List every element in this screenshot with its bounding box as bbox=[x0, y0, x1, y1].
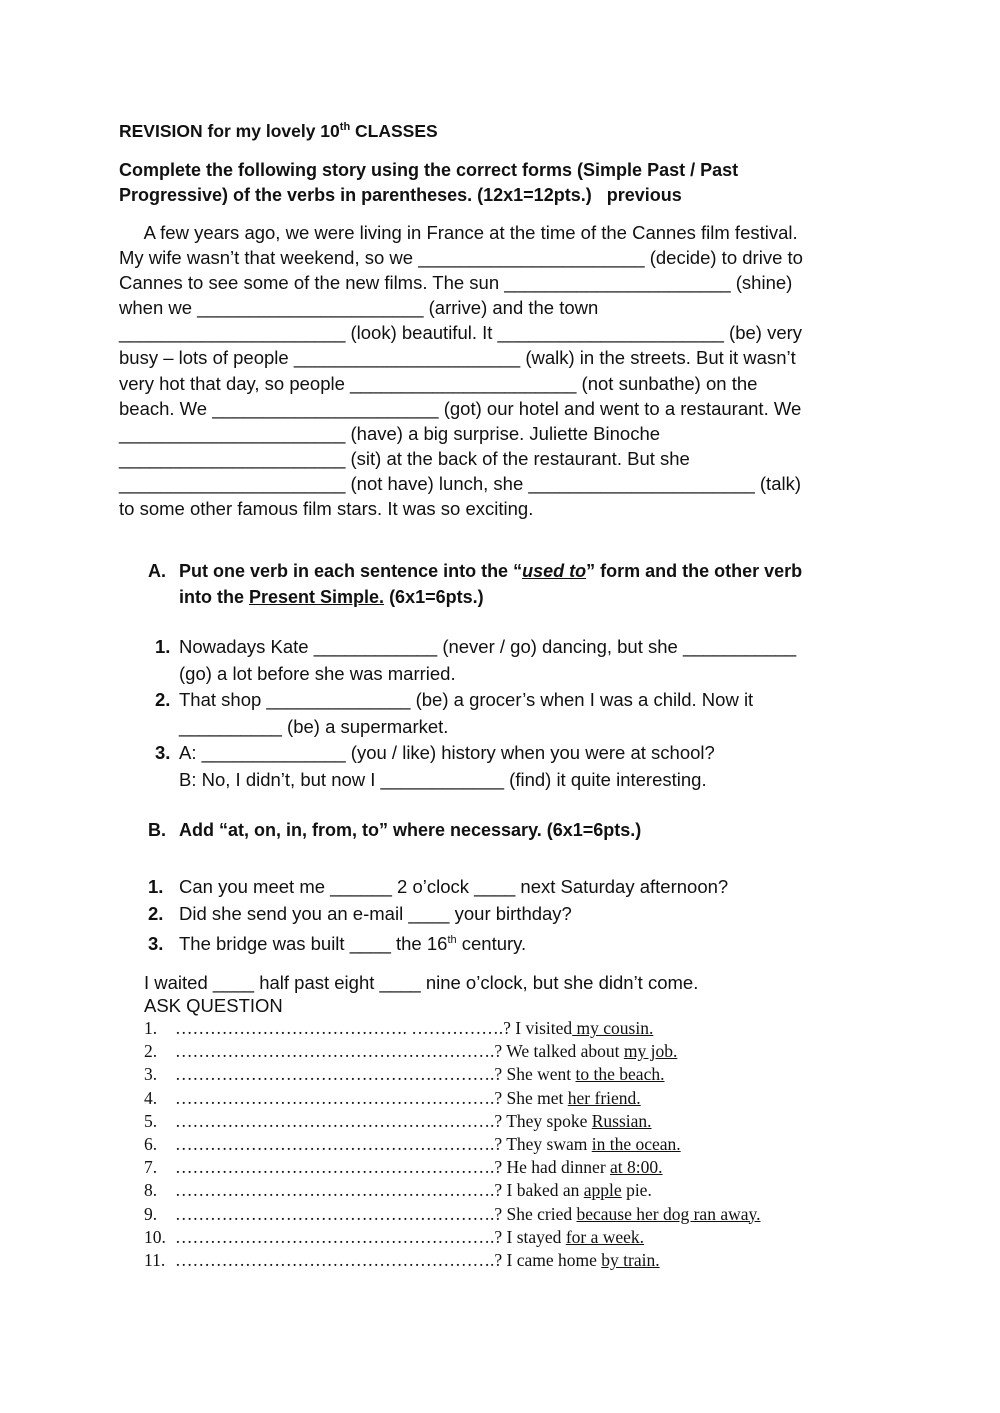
question-row bbox=[144, 1203, 760, 1226]
answer-prefix: ? I baked an bbox=[494, 1180, 584, 1201]
story-line: very hot that day, so people ______________________ (not sunbathe) on the bbox=[119, 372, 758, 394]
section-b-text: Add “at, on, in, from, to” where necessary. (6x1=6pts.) bbox=[179, 820, 642, 840]
underlined-target: her friend. bbox=[567, 1087, 641, 1108]
question-number: 11. bbox=[144, 1250, 166, 1271]
question-number: 5. bbox=[144, 1110, 158, 1131]
item-number: 3. bbox=[148, 933, 164, 955]
question-number: 7. bbox=[144, 1157, 158, 1178]
ask-question-list bbox=[144, 1017, 760, 1272]
answer-prefix: ? I came home bbox=[494, 1250, 602, 1271]
question-number: 2. bbox=[144, 1041, 158, 1062]
list-item bbox=[148, 873, 728, 900]
list-item bbox=[155, 687, 796, 714]
question-number: 10. bbox=[144, 1226, 166, 1247]
question-number: 9. bbox=[144, 1203, 158, 1224]
underlined-target: Russian. bbox=[591, 1110, 652, 1131]
list-item bbox=[155, 740, 796, 767]
section-a-line2-before: into the bbox=[179, 587, 249, 607]
answer-dots: ………………………………………………. bbox=[175, 1203, 495, 1224]
item-text-tail: century. bbox=[456, 933, 527, 955]
answer-dots: ………………………………………………. bbox=[175, 1180, 495, 1201]
story-line: My wife wasn’t that weekend, so we ______________________ (decide) to drive to bbox=[119, 247, 803, 269]
answer-prefix: ? She cried bbox=[494, 1203, 577, 1224]
underlined-target: my cousin. bbox=[572, 1018, 654, 1038]
question-row bbox=[144, 1087, 760, 1110]
answer-prefix: ? We talked about bbox=[494, 1041, 624, 1062]
section-a-text-middle: ” form and the other verb bbox=[586, 561, 803, 581]
answer-prefix: ? They swam bbox=[494, 1134, 592, 1155]
used-to-emphasis: used to bbox=[522, 561, 587, 581]
worksheet-title bbox=[119, 121, 438, 142]
answer-dots: ………………………………………………. bbox=[175, 1041, 495, 1062]
question-number: 8. bbox=[144, 1180, 158, 1201]
question-row bbox=[144, 1156, 760, 1179]
question-row bbox=[144, 1017, 760, 1040]
underlined-target: to the beach. bbox=[575, 1064, 665, 1085]
section-a-points: (6x1=6pts.) bbox=[384, 587, 484, 607]
item-text: (go) a lot before she was married. bbox=[179, 662, 456, 684]
item-text: A: ______________ (you / like) history when you were at school? bbox=[179, 742, 715, 763]
title-superscript: th bbox=[339, 121, 351, 134]
ask-question-heading: ASK QUESTION bbox=[144, 995, 283, 1016]
present-simple-emphasis: Present Simple. bbox=[249, 587, 385, 607]
item-number: 1. bbox=[148, 876, 164, 897]
item-number: 1. bbox=[155, 636, 171, 657]
answer-dots: ………………………………………………. bbox=[175, 1250, 495, 1271]
underlined-target: apple bbox=[583, 1180, 622, 1201]
title-tail: CLASSES bbox=[350, 121, 438, 141]
underlined-target: because her dog ran away. bbox=[576, 1203, 761, 1224]
list-item-continuation bbox=[155, 714, 796, 741]
story-line: ______________________ (sit) at the back of the restaurant. But she bbox=[119, 447, 690, 469]
item-number: 3. bbox=[155, 742, 171, 763]
answer-dots: ………………………………………………. bbox=[175, 1087, 495, 1108]
item-text: Can you meet me ______ 2 o’clock ____ next Saturday afternoon? bbox=[179, 876, 729, 897]
story-line: A few years ago, we were living in France at the time of the Cannes film festival. bbox=[119, 222, 798, 243]
instructions-line-1: Complete the following story using the correct forms (Simple Past / Past bbox=[119, 160, 739, 180]
section-b-list bbox=[148, 873, 728, 957]
section-b-heading bbox=[148, 820, 641, 841]
answer-prefix: ? They spoke bbox=[494, 1110, 592, 1131]
question-row bbox=[144, 1110, 760, 1133]
list-item bbox=[148, 900, 728, 927]
list-item-continuation bbox=[155, 767, 796, 794]
list-item-continuation bbox=[155, 661, 796, 688]
answer-dots: ………………………………………………. bbox=[175, 1157, 495, 1178]
section-a-label: A. bbox=[148, 561, 166, 581]
answer-prefix: ? She went bbox=[494, 1064, 576, 1085]
underlined-target: my job. bbox=[623, 1041, 678, 1062]
story-line: ______________________ (have) a big surprise. Juliette Binoche bbox=[119, 422, 661, 444]
section-a-heading bbox=[148, 558, 802, 610]
item-text: Did she send you an e-mail ____ your birthday? bbox=[179, 903, 572, 924]
list-item bbox=[148, 927, 728, 957]
answer-dots: ………………………………………………. bbox=[175, 1110, 495, 1131]
answer-dots: ………………………………………………. bbox=[175, 1226, 495, 1247]
question-number: 4. bbox=[144, 1087, 158, 1108]
story-line: beach. We ______________________ (got) our hotel and went to a restaurant. We bbox=[119, 397, 802, 419]
story-line: to some other famous film stars. It was so exciting. bbox=[119, 498, 534, 520]
extra-exercise bbox=[144, 971, 698, 1017]
item-text: The bridge was built ____ the 16 bbox=[179, 933, 448, 955]
story-line: when we ______________________ (arrive) and the town bbox=[119, 297, 599, 319]
section-a-text-before: Put one verb in each sentence into the “ bbox=[179, 561, 523, 581]
instructions-line-2: Progressive) of the verbs in parentheses. (12x1=12pts.) previous bbox=[119, 185, 682, 205]
question-row bbox=[144, 1249, 760, 1272]
item-text: B: No, I didn’t, but now I ____________ (find) it quite interesting. bbox=[179, 768, 707, 790]
answer-dots: …………………………………. ……………. bbox=[175, 1018, 504, 1038]
story-line: busy – lots of people ______________________ (walk) in the streets. But it wasn’t bbox=[119, 347, 796, 369]
story-paragraph bbox=[119, 220, 869, 521]
story-line: Cannes to see some of the new films. The sun ______________________ (shine) bbox=[119, 272, 793, 294]
question-number: 3. bbox=[144, 1064, 158, 1085]
item-number: 2. bbox=[155, 689, 171, 710]
item-text: __________ (be) a supermarket. bbox=[179, 715, 449, 737]
extra-sentence: I waited ____ half past eight ____ nine o’clock, but she didn’t come. bbox=[144, 972, 699, 993]
item-text: Nowadays Kate ____________ (never / go) dancing, but she ___________ bbox=[179, 636, 797, 657]
story-instructions bbox=[119, 158, 879, 208]
underlined-target: at 8:00. bbox=[610, 1157, 663, 1178]
answer-dots: ………………………………………………. bbox=[175, 1064, 495, 1085]
item-superscript: th bbox=[447, 934, 457, 946]
answer-prefix: ? He had dinner bbox=[494, 1157, 611, 1178]
answer-prefix: ? She met bbox=[494, 1087, 568, 1108]
underlined-target: by train. bbox=[601, 1250, 660, 1271]
question-number: 1. bbox=[144, 1018, 158, 1038]
underlined-target: for a week. bbox=[565, 1226, 645, 1247]
answer-dots: ………………………………………………. bbox=[175, 1134, 495, 1155]
answer-suffix: pie. bbox=[621, 1180, 652, 1201]
question-row bbox=[144, 1063, 760, 1086]
list-item bbox=[155, 634, 796, 661]
answer-prefix: ? I visited bbox=[503, 1018, 573, 1038]
question-number: 6. bbox=[144, 1134, 158, 1155]
story-line: ______________________ (look) beautiful. It ______________________ (be) very bbox=[119, 322, 803, 344]
question-row bbox=[144, 1179, 760, 1202]
item-text: That shop ______________ (be) a grocer’s when I was a child. Now it bbox=[179, 689, 754, 710]
question-row bbox=[144, 1040, 760, 1063]
question-row bbox=[144, 1226, 760, 1249]
section-b-label: B. bbox=[148, 820, 166, 840]
answer-prefix: ? I stayed bbox=[494, 1226, 566, 1247]
item-number: 2. bbox=[148, 903, 164, 924]
question-row bbox=[144, 1133, 760, 1156]
story-line: ______________________ (not have) lunch, she ______________________ (talk) bbox=[119, 472, 802, 494]
underlined-target: in the ocean. bbox=[591, 1134, 681, 1155]
title-text: REVISION for my lovely 10 bbox=[119, 121, 340, 141]
section-a-list bbox=[155, 634, 796, 793]
